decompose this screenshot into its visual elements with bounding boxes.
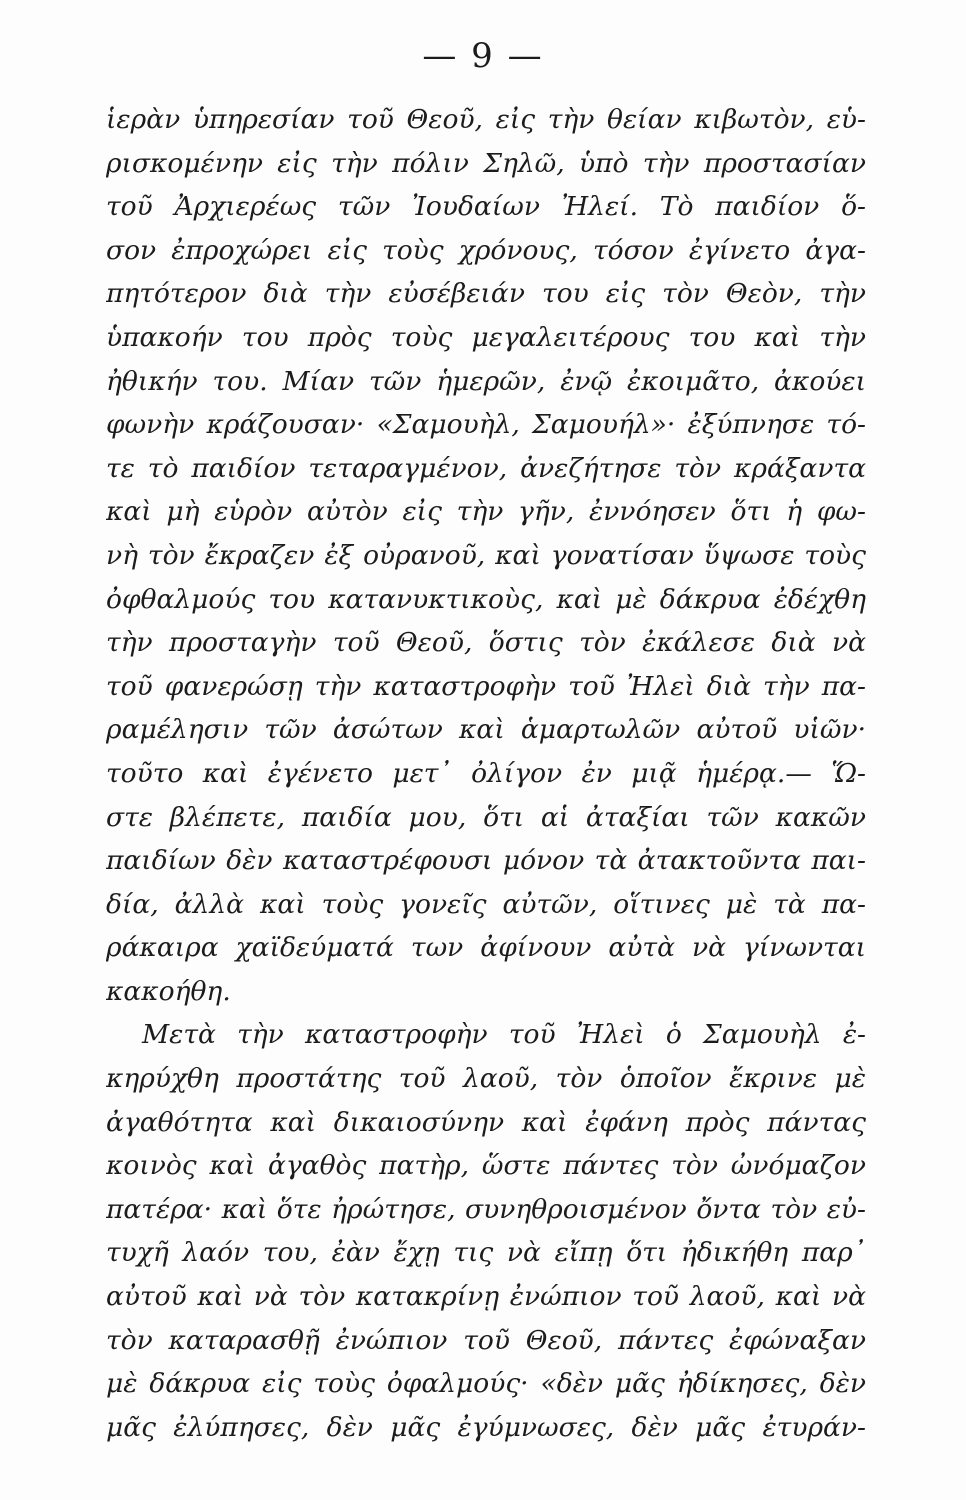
text-line: τοῦτο καὶ ἐγένετο μετ᾽ ὀλίγον ἐν μιᾷ ἡμέρᾳ.— Ὥ- [106,757,866,789]
text-line: σον ἐπροχώρει εἰς τοὺς χρόνους, τόσον ἐγίνετο ἀγα- [106,234,866,266]
text-line: φωνὴν κράζουσαν· «Σαμουὴλ, Σαμουήλ»· ἐξύπνησε τό- [106,409,866,441]
text-line: παιδίων δὲν καταστρέφουσι μόνον τὰ ἀτακτοῦντα παι- [106,845,866,877]
page-number: — 9 — [422,36,544,76]
text-line: μὲ δάκρυα εἰς τοὺς ὀφαλμούς· «δὲν μᾶς ἠδίκησες, δὲν [106,1368,866,1400]
text-line: αὐτοῦ καὶ νὰ τὸν κατακρίνῃ ἐνώπιον τοῦ λαοῦ, καὶ νὰ [106,1281,866,1313]
body-text [106,98,866,1449]
text-line: τὸν καταρασθῇ ἐνώπιον τοῦ Θεοῦ, πάντες ἐφώναξαν [106,1324,866,1356]
text-line: τοῦ Ἀρχιερέως τῶν Ἰουδαίων Ἠλεί. Τὸ παιδίον ὅ- [106,191,866,223]
text-line: τὴν προσταγὴν τοῦ Θεοῦ, ὅστις τὸν ἐκάλεσε διὰ νὰ [106,627,866,659]
text-line: πατέρα· καὶ ὅτε ἠρώτησε, συνηθροισμένον ὄντα τὸν εὐ- [106,1193,866,1225]
text-line: κοινὸς καὶ ἀγαθὸς πατὴρ, ὥστε πάντες τὸν ὠνόμαζον [106,1150,866,1182]
text-line: ἠθικήν του. Μίαν τῶν ἡμερῶν, ἐνῷ ἐκοιμᾶτο, ἀκούει [106,365,866,397]
text-line: πητότερον διὰ τὴν εὐσέβειάν του εἰς τὸν Θεὸν, τὴν [106,278,866,310]
text-line: κηρύχθη προστάτης τοῦ λαοῦ, τὸν ὁποῖον ἔκρινε μὲ [106,1063,866,1095]
text-line: ἀγαθότητα καὶ δικαιοσύνην καὶ ἐφάνη πρὸς πάντας [106,1106,866,1138]
text-line: τυχῆ λαόν του, ἐὰν ἔχῃ τις νὰ εἴπῃ ὅτι ἠδικήθη παρ᾽ [106,1237,866,1269]
text-line: ὀφθαλμούς του κατανυκτικοὺς, καὶ μὲ δάκρυα ἐδέχθη [106,583,866,615]
text-line: ἱερὰν ὑπηρεσίαν τοῦ Θεοῦ, εἰς τὴν θείαν κιβωτὸν, εὑ- [106,104,866,135]
text-line: τοῦ φανερώσῃ τὴν καταστροφὴν τοῦ Ἠλεὶ διὰ τὴν πα- [106,670,866,702]
text-line: τε τὸ παιδίον τεταραγμένον, ἀνεζήτησε τὸν κράξαντα [106,452,866,484]
paragraph-start-line: Μετὰ τὴν καταστροφὴν τοῦ Ἠλεὶ ὁ Σαμουὴλ ἐ- [142,1019,866,1051]
text-line: μᾶς ἐλύπησες, δὲν μᾶς ἐγύμνωσες, δὲν μᾶς ἐτυράν- [106,1411,866,1443]
text-line: ὑπακοήν του πρὸς τοὺς μεγαλειτέρους του καὶ τὴν [106,321,866,353]
text-line: δία, ἀλλὰ καὶ τοὺς γονεῖς αὐτῶν, οἵτινες μὲ τὰ πα- [106,888,866,920]
text-line: νὴ τὸν ἔκραζεν ἐξ οὐρανοῦ, καὶ γονατίσαν ὕψωσε τοὺς [106,539,866,571]
text-line: στε βλέπετε, παιδία μου, ὅτι αἱ ἀταξίαι τῶν κακῶν [106,801,866,833]
text-line: ραμέλησιν τῶν ἀσώτων καὶ ἁμαρτωλῶν αὐτοῦ υἱῶν· [106,714,866,746]
text-line: καὶ μὴ εὑρὸν αὐτὸν εἰς τὴν γῆν, ἐννόησεν ὅτι ἡ φω- [106,496,866,528]
paragraph-end-line: κακοήθη. [106,975,231,1007]
text-line: ράκαιρα χαϊδεύματά των ἀφίνουν αὐτὰ νὰ γίνωνται [106,932,866,964]
text-line: ρισκομένην εἰς τὴν πόλιν Σηλῶ, ὑπὸ τὴν προστασίαν [106,147,866,179]
